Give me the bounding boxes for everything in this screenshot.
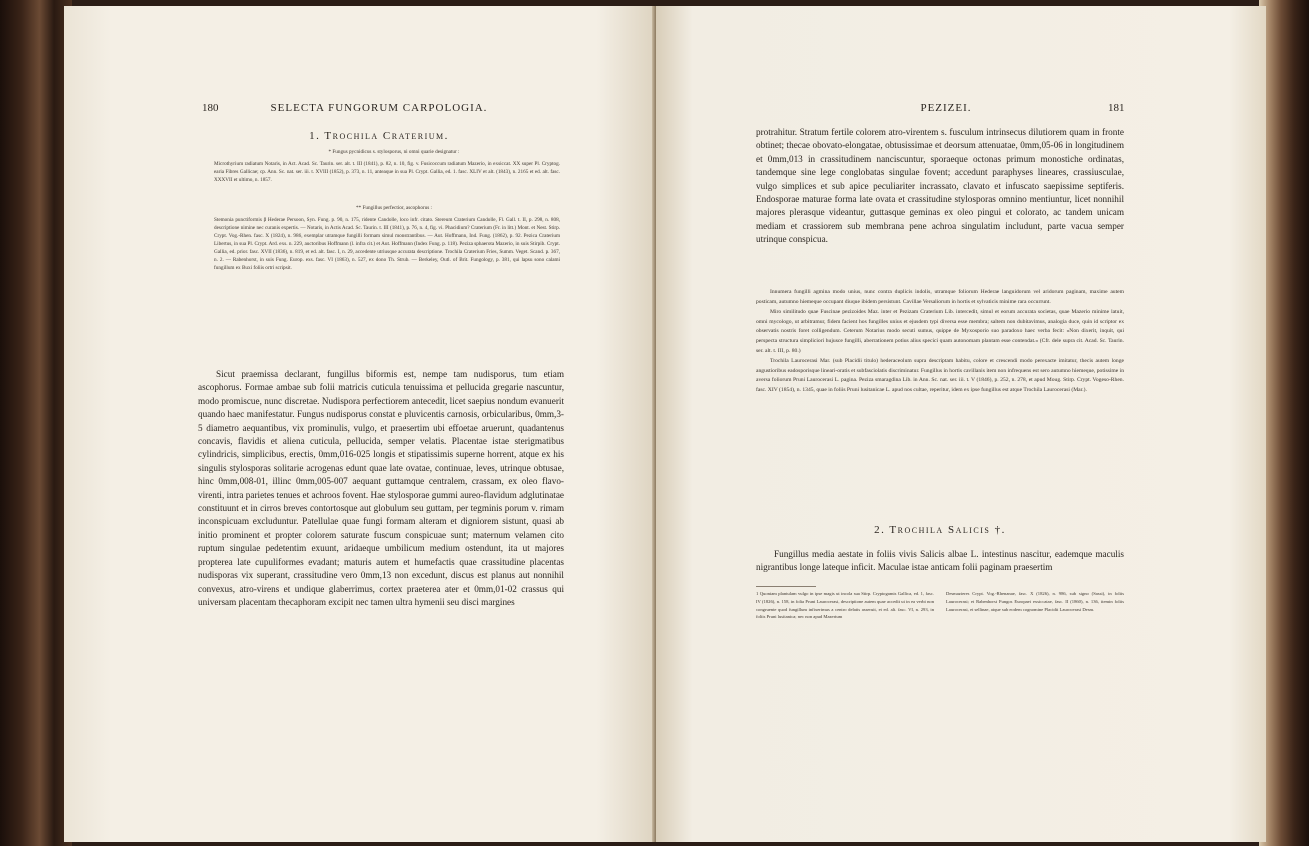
- right-body-mid: [756, 288, 1124, 397]
- footnote-rule: [756, 586, 816, 587]
- book-binding-right: [1259, 0, 1309, 846]
- page-number-right: 181: [1108, 102, 1125, 114]
- section-title-2: 2. Trochila Salicis †.: [874, 524, 1006, 536]
- synonyms-block-2: Stemonia punctiformis β Hederae Persoon, Syn. Fung. p. 90, n. 175, ridente Candolle, loco infr. citato. Stereum Craterium Candolle, Fl. Gall. t. II, p. 298, n. 808, descriptione nimine nec curanis expertis. — Notaris, in Actis Acad. Sc. Taurin. t. III (1841), p. 76, n. 4, fig. vi. Phacidium? Craterium (Fr. in litt.) Mont. et Nest. Stirp. Crypt. Vog.-Rhen. fasc. X (1824), n. 986, exemplar utramque fungilli formam simul monstrantibus. — Aut. Hoffmann, Ind. Fung. (1862), p. 92. Pezica Craterium Libertus, in sua Pl. Crypt. Ard. exs. n. 229, auctoribus Hoffmann (l. infra cit.) et Aut. Hoffmann (Index Fung. p. 118). Peziza sphaerota Mazerio, in suis Stirpib. Crypt. Gallia, ed. prior. fasc. XVII (1836), n. 819, et ed. alt. fasc. I, n. 29, accedente utriusque accurata descriptione. Trochila Craterium Fries, Summ. Veget. Scand. p. 367, n. 2. — Rabenhorst, in suis Fung. Europ. exs. fasc. VI (1863), n. 527, ex dono Th. Strub. — Berkeley, Outl. of Brit. Fungology, p. 381, qui lapsu sono calami fungillum ex Buxi foliis ortri scripsit.: [214, 217, 560, 271]
- synonyms-block-1: Microthyrium radiatum Notaris, in Act. Acad. Sc. Taurin. ser. alt. t. III (1841), p. 82, n. 10, fig. v. Fusicoccum radiatum Mazerio, in exsiccat. XX super Pl. Cryptog. earia Fibres Gallicae; cp. Ann. Sc. nat. ser. iii. t. XVIII (1852), p. 373, n. 11, anteaque in sua Pl. Crypt. Gallia, ed. 1. fasc. XLIV et alt. (1843), n. 2165 et ed. alt. fasc. XXXVII et ultimo, n. 1857.: [214, 161, 560, 183]
- paragraph: Sicut praemissa declarant, fungillus biformis est, nempe tam nudisporus, tum etiam ascophorus. Formae ambae sub folii matricis cuticula tenuissima et pellucida gregarie nascuntur, modo promiscue, nunc discretae. Nudispora perfectiorem antecedit, licet saepius nondum evanuerit quando haec manifestatur. Fungus nudisporus constat e pluvicentis carnosis, orbicularibus, 0mm,3-5 diametro aequantibus, vix prominulis, vulgo, et praesertim ubi effoetae aruerunt, quadantenus concavis, flavidis et aliena cuticula, pellucida, semper velatis. Placentae istae sterigmatibus cylindricis, simplicibus, erectis, 0mm,016-025 longis et stipatissimis superne horrent, atque ex his singulis stylosporas solitarie acrogenas edunt quae late ovatae, continuae, leves, utrinque obtusae, hinc 0mm,008-01, illinc 0mm,005-007 aequant guttamque centralem, crassam, ex oleo flavo-virenti, intra parietes tenues et achroos fovent. Hae stylosporae gummi aureo-flavidum adglutinatae constituunt et in cirros breves contortosque aut globulum seu guttam, per tegminis porum v. rimam inconspicuam excluduntur. Patellulae quae fungi formam alteram et digniorem sistunt, quasi ab initio prominent et propter colorem saturate fuscum conspicuae sunt; maternum velamen cito ruptum singulae pedetentim exuunt, aridaeque umbilicum medium ostendunt, ita ut majores propterea late cupuliformes evadant; maturis autem et humefactis quae crassitudine placentas nudisporas vix superant, crassitudine vero 0mm,13 non excedunt, discus est planus aut nonnihil convexus, atro-virens et undique glaberrimus, cortex praeterea ater et 0mm,01-02 crassus qui universam placentam thecaphoram excipit nec tamen ultra hymenii seu disci margines: [198, 369, 564, 607]
- paragraph: Innumera fungilli agmina modo unius, nunc contra duplicis indolis, utramque foliorum Hederae languidorum vel aridorum paginam, maxime autem posticam, autumno hiemeque occupant diuque ibidem persistunt. Cavillae Versaliorum in hortis et sylvaticis minime rara occurrunt.: [756, 289, 1124, 305]
- left-body-text: [198, 368, 564, 609]
- paragraph: protrahitur. Stratum fertile colorem atro-virentem s. fusculum intrinsecus dilutiorem quam in fronte obtinet; thecae obovato-elongatae, obtusissimae et deorsum attenuatae, 0mm,05-06 in longitudinem et 0mm,013 in crassitudinem nanciscuntur, sporaeque octonas primum monostiche ordinatas, tandemque sine lege conglobatas singulae fovent; accedunt paraphyses lineares, crassiusculae, vulgo simplices et sub apice peculiariter incrassato, clavato et infuscato saepissime septiferis. Endosporae maturae forma late ovata et crassitudine stylosporas omnino mentiuntur, licet nonnihil majores plerasque videantur, guttasque geminas ex oleo pingui et colorato, ac tandem unicam mediam et crassiorem sub membrana pene achroa singulatim includunt, parte vacua semper utrinque conspicua.: [756, 127, 1124, 245]
- left-page: [64, 6, 656, 842]
- page-number-left: 180: [202, 102, 219, 114]
- section-title-1: 1. Trochila Craterium.: [309, 130, 449, 142]
- right-body-bottom: [756, 548, 1124, 575]
- paragraph: Fungillus media aestate in foliis vivis Salicis albae L. intestinus nascitur, eademque maculis nigrantibus longe lateque inficit. Maculae istae anticam folii paginam praesertim: [756, 549, 1124, 573]
- right-body-top: [756, 126, 1124, 247]
- footnote-left-column: 1 Quoniam plantulam vulgo in ipse magis ut incola sua Stirp. Cryptogamis Gallica, ed. 1, fasc. IV (1826), n. 158, in folia Pruni Laurocerasi, descriptione autem quae accedit ut in ea verbi non congruente quod fungillum infixerimus a centro delatis asseruit, et ed. alt. fasc. VI, n. 293, in foliis Pruni lusitanica; nec non apud Mazerium: [756, 591, 934, 620]
- running-head-right: PEZIZEI.: [920, 102, 972, 114]
- running-head-left: SELECTA FUNGORUM CARPOLOGIA.: [270, 102, 488, 114]
- book-binding-left: [0, 0, 72, 846]
- right-page: [656, 6, 1266, 842]
- paragraph: Miro similitudo quae Fuscinae pezizoides Maz. inter et Pezizam Craterium Lib. intercedit, simul et eorum accurata societas, quae Mazerio minime latuit, omni mycologo, ut arbitramur, fidem facient hos fungilles unius et ejusdem typi diversa esse membra; saltem non dubitavimus, analogia duce, quin id scriptor ex observatis nostris foret colligendum. Ceterum Notarius modo secuti sumus, quippe de Myxosporio suo paradoxo haec verba fecit: «Non dixerit, inquit, qui perspecta structura simpliciori hujusce fungilli, aberrationem potius alius specici quam autonomam plantam esse contendat.» (Cfr. dele supra cit. Acad. Sc. Taurin. ser. alt. t. III, p. 80.): [756, 309, 1124, 354]
- footnote-right-column: Desmazieres Crypt. Vog.-Rhenanae, fasc. X (1826), n. 986, sub signo (Sassi), in foliis Laurocerasi; et Rabenhorst Fungos Europaei exsiccatae, fasc. II (1860), n. 136, itemin foliis Laurocerasi, et sellinae, atque sub eodem cognomine Placidii Laurocerasi Desm.: [946, 591, 1124, 612]
- paragraph: Trochila Laurocerasi Mar. (sub Placidii titulo) hederaceolum supra descriptam habitu, colore et crescendi modo perexacte imitatur, thecis autem longe angustioribus eadosporisque lineari-oratis et subfasciolatis discriminatur. Fungillus in hortis cavillanis item non infrequens est sero autumno hiemeque, potissime in aversa foliorum Pruni Laurocerasi L. pagina. Peziza smaragdina Lib. in Ann. Sc. nat. ser. iii. t. V (1846), p. 252, n. 278, et apud Moug. Stirp. Crypt. Vogeso-Rhen. fasc. XIV (1854), n. 1345, quae in foliis Pruni lusitanicae L. apud nos cultae, reperitur, idem ex ipse fungillus est atque Trochila Laurocerasi (Mar.).: [756, 358, 1124, 393]
- synonyms-intro: * Fungus pycnidicus s. stylosporus, ni omni quarie designatur :: [328, 149, 460, 155]
- synonyms-intro-2: ** Fungillus perfectior, ascophorus :: [355, 205, 432, 211]
